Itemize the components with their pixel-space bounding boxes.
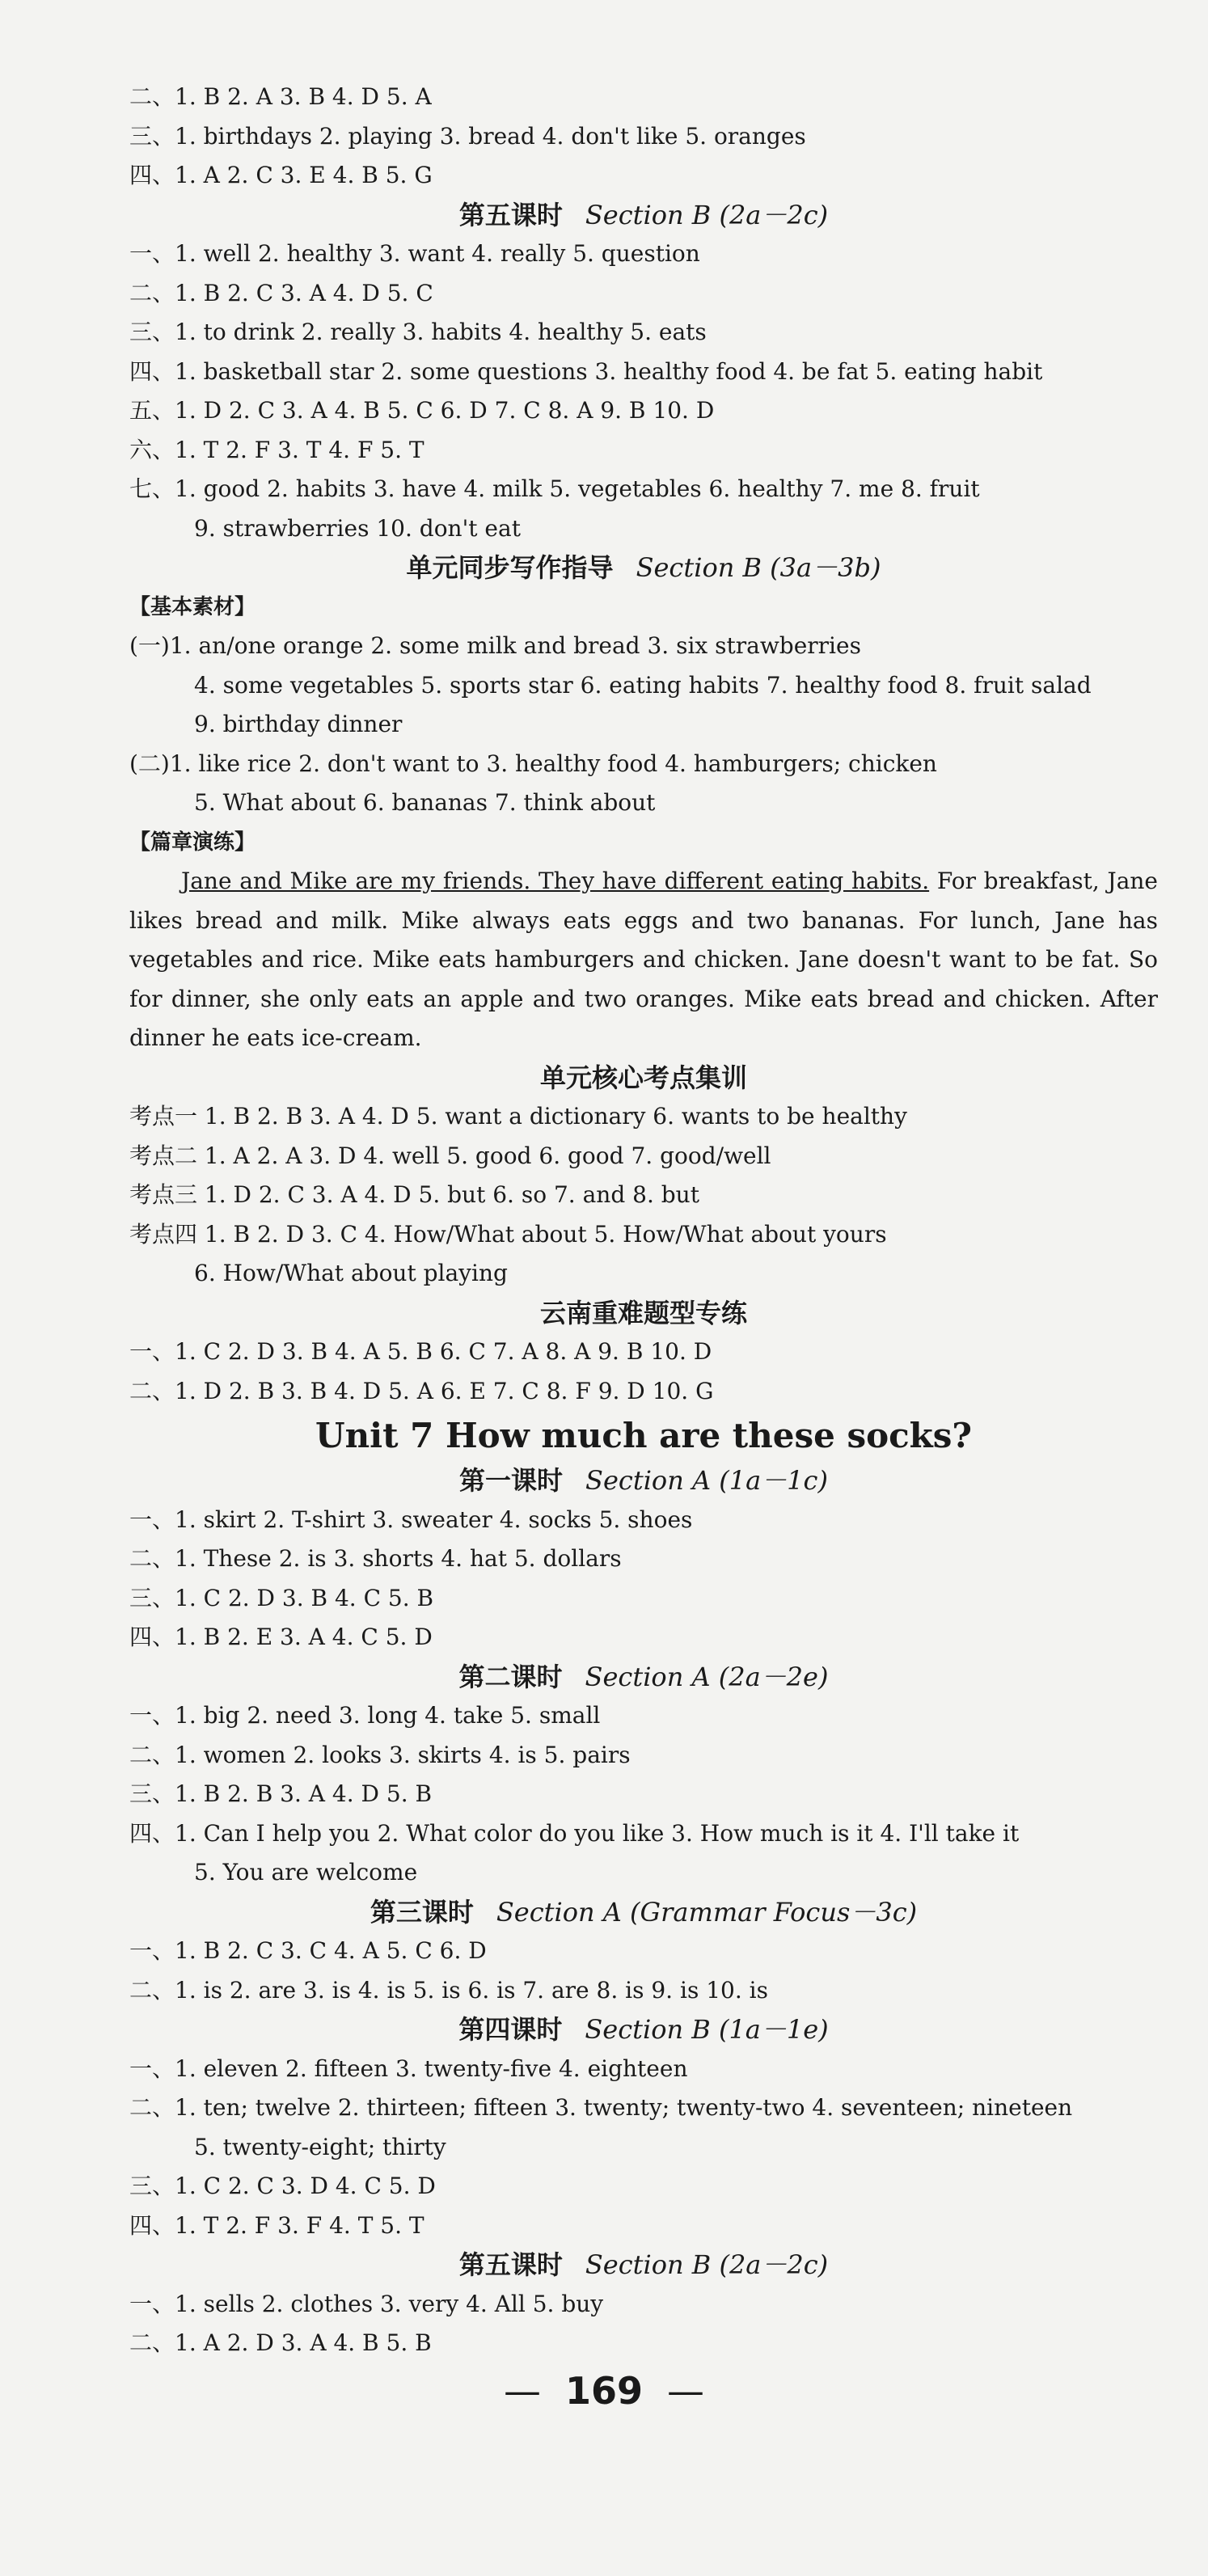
heading-lesson: 第五课时: [458, 2249, 563, 2280]
answer-line-continued: 9. birthday dinner: [194, 711, 403, 737]
section-heading: [129, 2245, 1158, 2285]
heading-lesson: 单元核心考点集训: [539, 1062, 747, 1093]
section-heading: [129, 1461, 1158, 1501]
answer-line: 考点四 1. B 2. D 3. C 4. How/What about 5. How/What about yours: [129, 1220, 887, 1248]
heading-lesson: 第五课时: [458, 199, 563, 230]
answer-line: 二、1. A 2. D 3. A 4. B 5. B: [129, 2329, 432, 2356]
answer-line: 二、1. women 2. looks 3. skirts 4. is 5. pairs: [129, 1741, 631, 1768]
unit-title: Unit 7 How much are these socks?: [315, 1416, 973, 1455]
section-heading: [129, 548, 1158, 588]
heading-lesson: 第三课时: [370, 1896, 474, 1928]
page-number-value: 169: [564, 2369, 644, 2413]
answer-line-continued: 4. some vegetables 5. sports star 6. eating habits 7. healthy food 8. fruit salad: [194, 671, 1092, 699]
answer-line: 一、1. well 2. healthy 3. want 4. really 5. question: [129, 240, 700, 267]
essay-paragraph: [129, 862, 1158, 1058]
answer-line: 一、1. C 2. D 3. B 4. A 5. B 6. C 7. A 8. A 9. B 10. D: [129, 1338, 712, 1365]
section-heading: [129, 196, 1158, 235]
answer-line: 四、1. B 2. E 3. A 4. C 5. D: [129, 1624, 433, 1650]
answer-line-continued: 5. You are welcome: [194, 1859, 418, 1886]
answer-line: 四、1. basketball star 2. some questions 3. healthy food 4. be fat 5. eating habit: [129, 357, 1043, 385]
section-heading: [129, 1658, 1158, 1697]
heading-lesson: 单元同步写作指导: [406, 552, 614, 583]
heading-section: Section A (1a－1c): [585, 1465, 828, 1496]
answer-line: 七、1. good 2. habits 3. have 4. milk 5. vegetables 6. healthy 7. me 8. fruit: [129, 475, 980, 502]
section-heading: [129, 1294, 1158, 1333]
answer-line: 二、1. D 2. B 3. B 4. D 5. A 6. E 7. C 8. F 9. D 10. G: [129, 1377, 714, 1404]
heading-lesson: 第二课时: [458, 1661, 563, 1692]
answer-line: 二、1. is 2. are 3. is 4. is 5. is 6. is 7. are 8. is 9. is 10. is: [129, 1976, 768, 2004]
answer-line: 三、1. B 2. B 3. A 4. D 5. B: [129, 1780, 433, 1807]
answer-line: 五、1. D 2. C 3. A 4. B 5. C 6. D 7. C 8. A 9. B 10. D: [129, 397, 715, 424]
heading-lesson: 云南重难题型专练: [539, 1297, 747, 1328]
heading-section: Section B (3a－3b): [636, 552, 881, 583]
heading-section: Section A (2a－2e): [585, 1661, 829, 1692]
answer-content: [129, 78, 1158, 2363]
essay-body: For breakfast, Jane likes bread and milk. Mike always eats eggs and two bananas. For lunch, Jane has vegetables and rice. Mike eats hamburgers and chicken. Jane doesn't want to be fat. So for dinner, she only eats an apple and two oranges. Mike eats bread and chicken. After dinner he eats ice-cream.: [129, 868, 1158, 1051]
answer-line: 一、1. B 2. C 3. C 4. A 5. C 6. D: [129, 1937, 487, 1964]
answer-line: 考点三 1. D 2. C 3. A 4. D 5. but 6. so 7. and 8. but: [129, 1181, 699, 1208]
answer-line: 二、1. ten; twelve 2. thirteen; fifteen 3. twenty; twenty-two 4. seventeen; nineteen: [129, 2094, 1073, 2121]
answer-line: 一、1. eleven 2. fifteen 3. twenty-five 4. eighteen: [129, 2054, 688, 2082]
heading-lesson: 第四课时: [458, 2014, 563, 2045]
answer-line: 四、1. A 2. C 3. E 4. B 5. G: [129, 162, 433, 188]
answer-line-continued: 5. twenty-eight; thirty: [194, 2133, 446, 2160]
heading-section: Section A (Grammar Focus－3c): [496, 1896, 918, 1928]
answer-line: 二、1. These 2. is 3. shorts 4. hat 5. dollars: [129, 1545, 622, 1572]
answer-line: 三、1. C 2. D 3. B 4. C 5. B: [129, 1584, 434, 1611]
answer-line: 四、1. Can I help you 2. What color do you like 3. How much is it 4. I'll take it: [129, 1819, 1020, 1847]
section-heading: [129, 1893, 1158, 1932]
section-heading: [129, 2010, 1158, 2050]
heading-lesson: 第一课时: [459, 1465, 564, 1496]
section-heading: [129, 1058, 1158, 1098]
page-number: — 169 —: [503, 2369, 705, 2413]
answer-line: 三、1. C 2. C 3. D 4. C 5. D: [129, 2173, 436, 2199]
answer-line-continued: 9. strawberries 10. don't eat: [194, 514, 521, 542]
answer-line: 三、1. to drink 2. really 3. habits 4. healthy 5. eats: [129, 319, 707, 345]
section-tag: 【篇章演练】: [129, 830, 256, 855]
heading-section: Section B (2a－2c): [585, 199, 829, 230]
answer-line: 考点一 1. B 2. B 3. A 4. D 5. want a dictionary 6. wants to be healthy: [129, 1103, 907, 1130]
answer-line: 二、1. B 2. C 3. A 4. D 5. C: [129, 279, 433, 306]
heading-section: Section B (2a－2c): [585, 2249, 829, 2280]
essay-topic-sentence: Jane and Mike are my friends. They have different eating habits.: [181, 868, 930, 894]
answer-line-continued: 6. How/What about playing: [194, 1260, 508, 1286]
answer-line: 考点二 1. A 2. A 3. D 4. well 5. good 6. good 7. good/well: [129, 1142, 771, 1169]
answer-line: 一、1. skirt 2. T-shirt 3. sweater 4. socks 5. shoes: [129, 1505, 693, 1533]
answer-line: 二、1. B 2. A 3. B 4. D 5. A: [129, 83, 432, 110]
heading-section: Section B (1a－1e): [585, 2014, 829, 2045]
answer-line-continued: 5. What about 6. bananas 7. think about: [194, 789, 656, 816]
section-tag: 【基本素材】: [129, 594, 256, 619]
answer-line: (一)1. an/one orange 2. some milk and bread 3. six strawberries: [129, 632, 861, 659]
answer-line: 四、1. T 2. F 3. F 4. T 5. T: [129, 2211, 424, 2239]
answer-line: (二)1. like rice 2. don't want to 3. healthy food 4. hamburgers; chicken: [129, 750, 937, 777]
answer-line: 六、1. T 2. F 3. T 4. F 5. T: [129, 436, 424, 463]
answer-line: 一、1. big 2. need 3. long 4. take 5. small: [129, 1702, 601, 1729]
answer-line: 三、1. birthdays 2. playing 3. bread 4. don't like 5. oranges: [129, 122, 806, 150]
answer-line: 一、1. sells 2. clothes 3. very 4. All 5. buy: [129, 2290, 604, 2317]
